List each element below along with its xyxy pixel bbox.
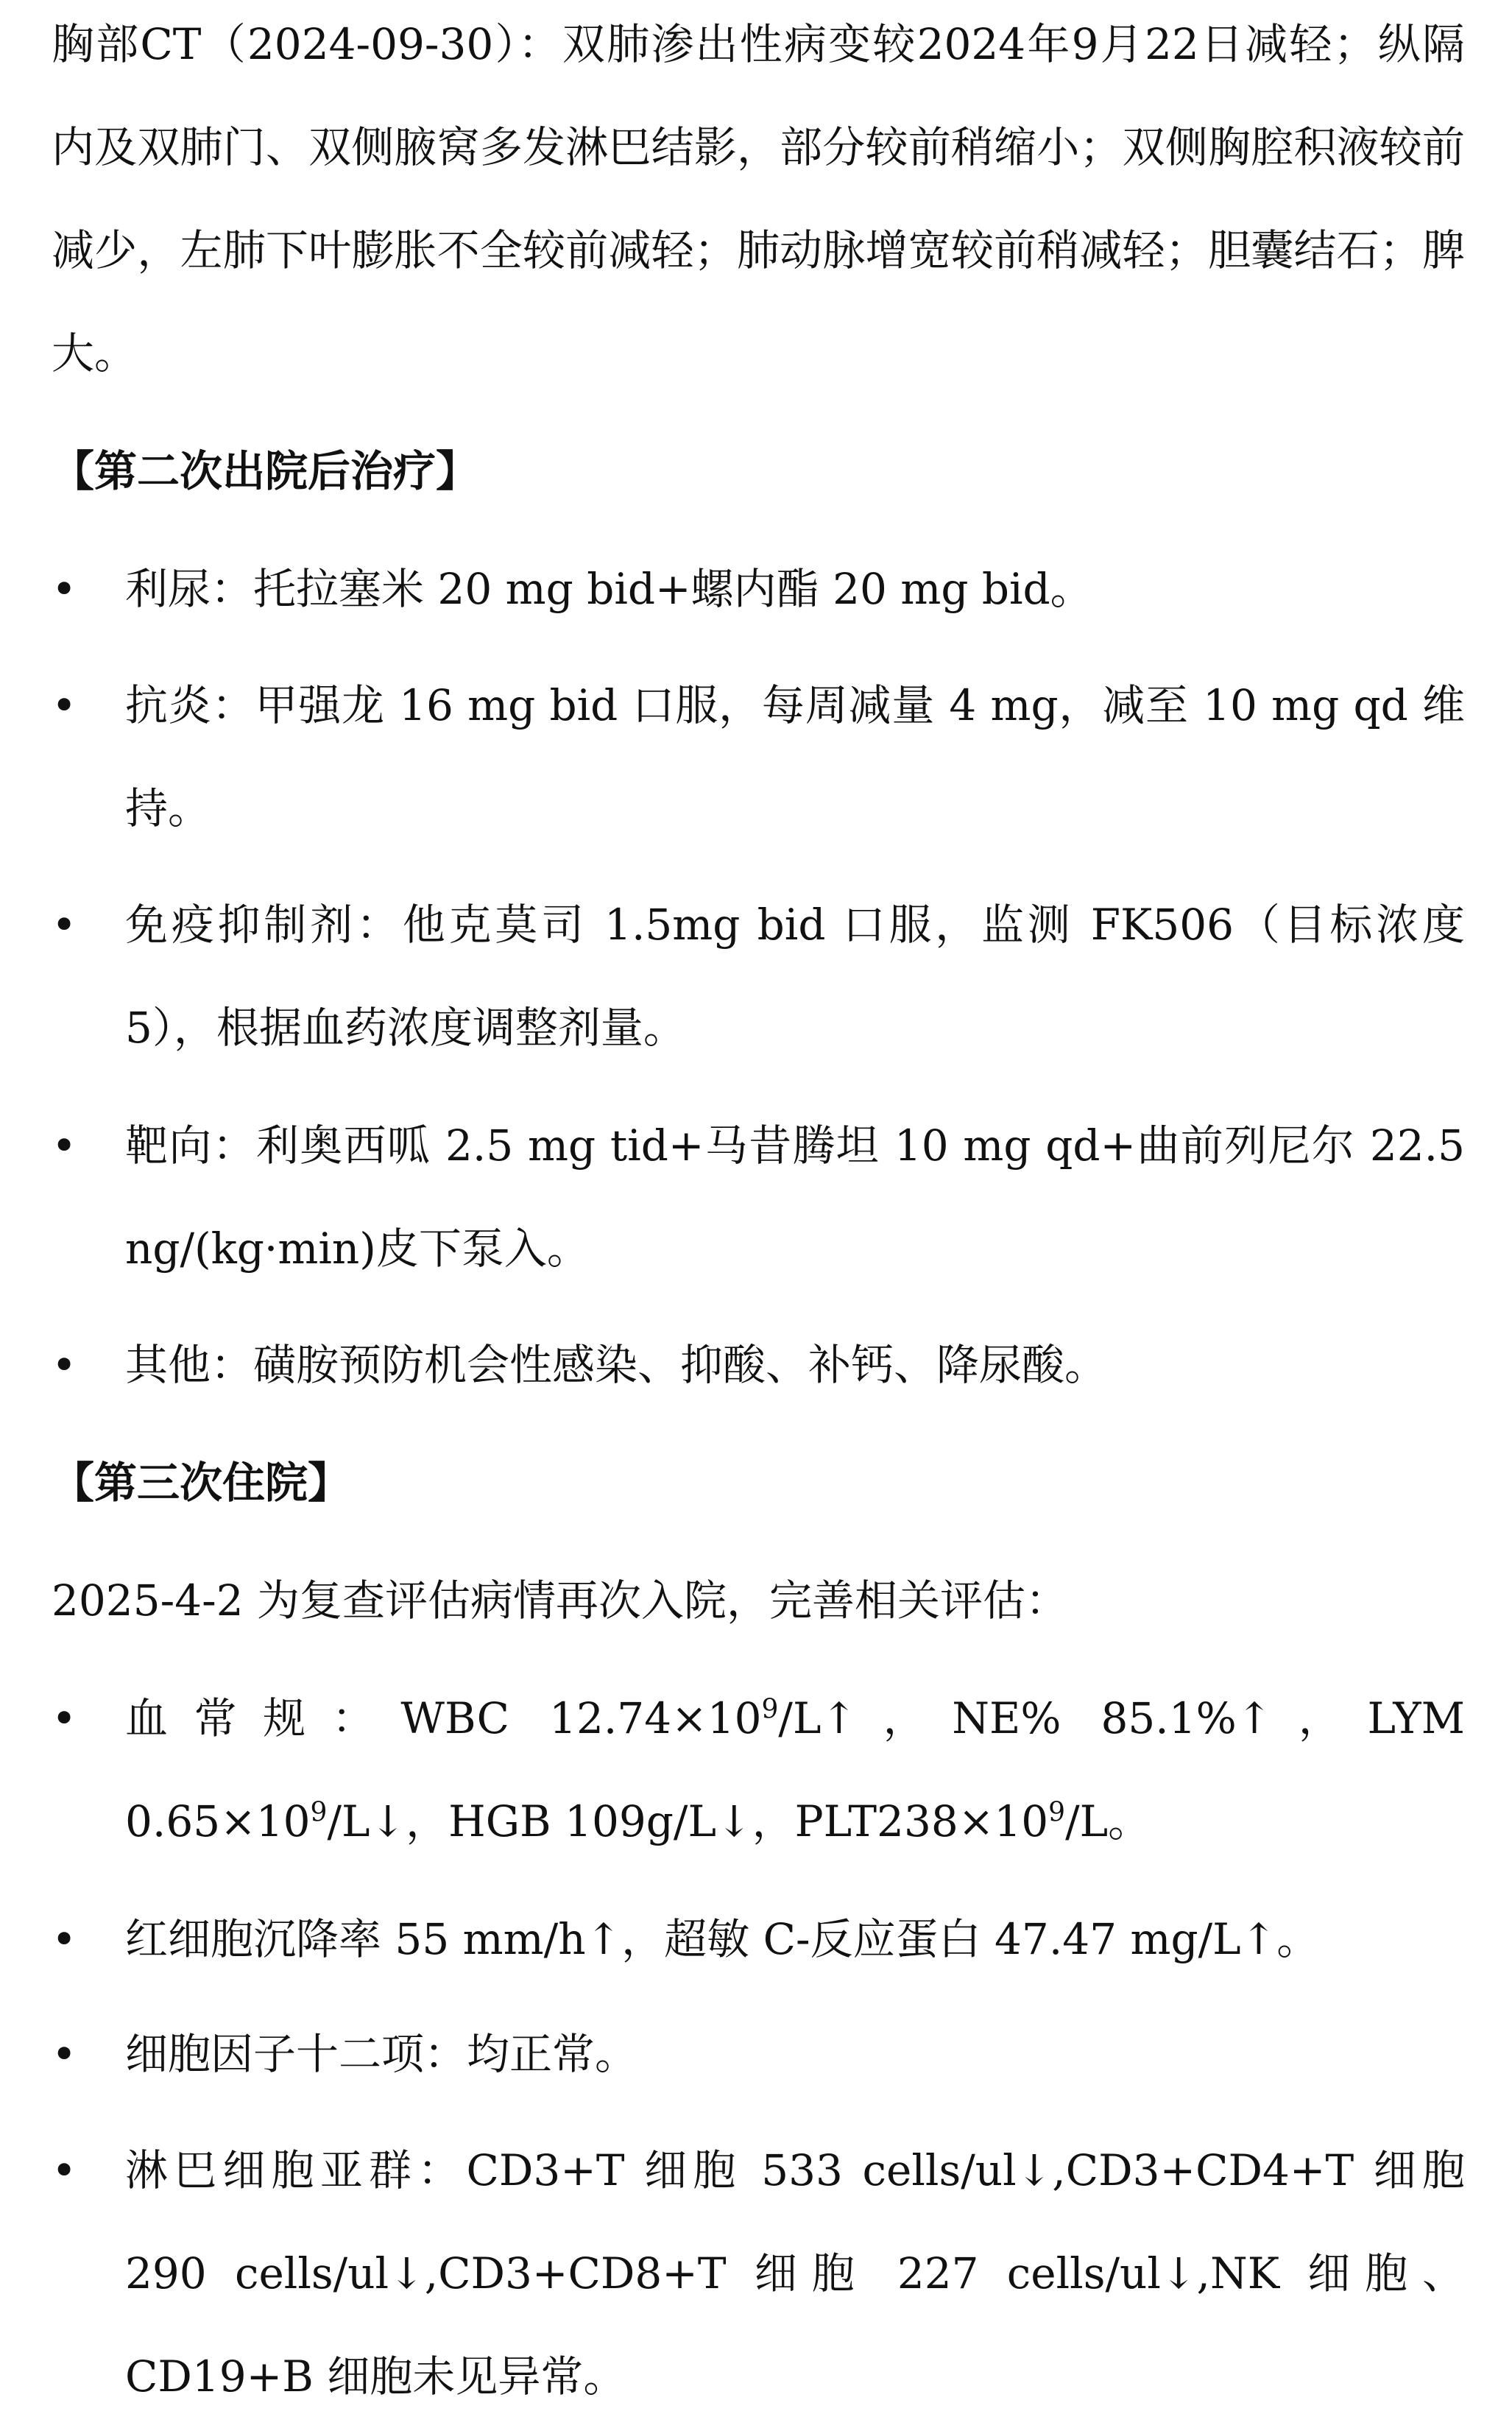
list-item-text: [125, 1667, 1465, 1873]
list-item-text: 靶向：利奥西呱 2.5 mg tid+马昔腾坦 10 mg qd+曲前列尼尔 22.5 ng/(kg·min)皮下泵入。: [125, 1121, 1465, 1274]
section-heading-discharge-treatment: 【第二次出院后治疗】: [52, 446, 479, 496]
blood-routine-text-4: /L。: [1065, 1796, 1151, 1846]
bullet-icon: •: [52, 1340, 77, 1390]
bullet-icon: •: [52, 2029, 77, 2079]
blood-routine-text-2: /L↑，NE% 85.1%↑，LYM 0.65×10: [125, 1693, 1465, 1846]
section-heading-third-admission: 【第三次住院】: [52, 1458, 351, 1508]
bullet-icon: •: [52, 680, 77, 730]
bullet-icon: •: [52, 564, 77, 614]
list-item-text: 抗炎：甲强龙 16 mg bid 口服，每周减量 4 mg，减至 10 mg qd 维持。: [125, 680, 1465, 833]
superscript-exponent: 9: [1048, 1797, 1066, 1828]
ct-findings-paragraph: 胸部CT（2024-09-30）：双肺渗出性病变较2024年9月22日减轻；纵隔内及双肺门、双侧腋窝多发淋巴结影，部分较前稍缩小；双侧胸腔积液较前减少，左肺下叶膨胀不全较前减轻；肺动脉增宽较前稍减轻；胆囊结石；脾大。: [52, 19, 1465, 378]
bullet-icon: •: [52, 2145, 77, 2195]
list-item-text: 红细胞沉降率 55 mm/h↑，超敏 C-反应蛋白 47.47 mg/L↑。: [125, 1914, 1320, 1964]
list-item-text: 细胞因子十二项：均正常。: [125, 2029, 638, 2079]
superscript-exponent: 9: [310, 1797, 328, 1828]
list-item-text: 淋巴细胞亚群：CD3+T 细胞 533 cells/ul↓,CD3+CD4+T 细胞 290 cells/ul↓,CD3+CD8+T 细胞 227 cells/ul↓,NK 细胞、CD19+B 细胞未见异常。: [125, 2145, 1465, 2401]
blood-routine-text-3: /L↓，HGB 109g/L↓，PLT238×10: [327, 1796, 1049, 1846]
list-item-text: 免疫抑制剂：他克莫司 1.5mg bid 口服，监测 FK506（目标浓度 5），根据血药浓度调整剂量。: [125, 900, 1465, 1053]
list-item-text: 利尿：托拉塞米 20 mg bid+螺内酯 20 mg bid。: [125, 564, 1093, 614]
bullet-icon: •: [52, 900, 77, 950]
superscript-exponent: 9: [761, 1694, 779, 1725]
third-admission-intro: 2025-4-2 为复查评估病情再次入院，完善相关评估：: [52, 1575, 1069, 1626]
list-item-text: 其他：磺胺预防机会性感染、抑酸、补钙、降尿酸。: [125, 1340, 1108, 1390]
blood-routine-text-1: 血常规：WBC 12.74×10: [125, 1693, 762, 1743]
bullet-icon: •: [52, 1914, 77, 1964]
bullet-icon: •: [52, 1693, 77, 1743]
bullet-icon: •: [52, 1121, 77, 1171]
